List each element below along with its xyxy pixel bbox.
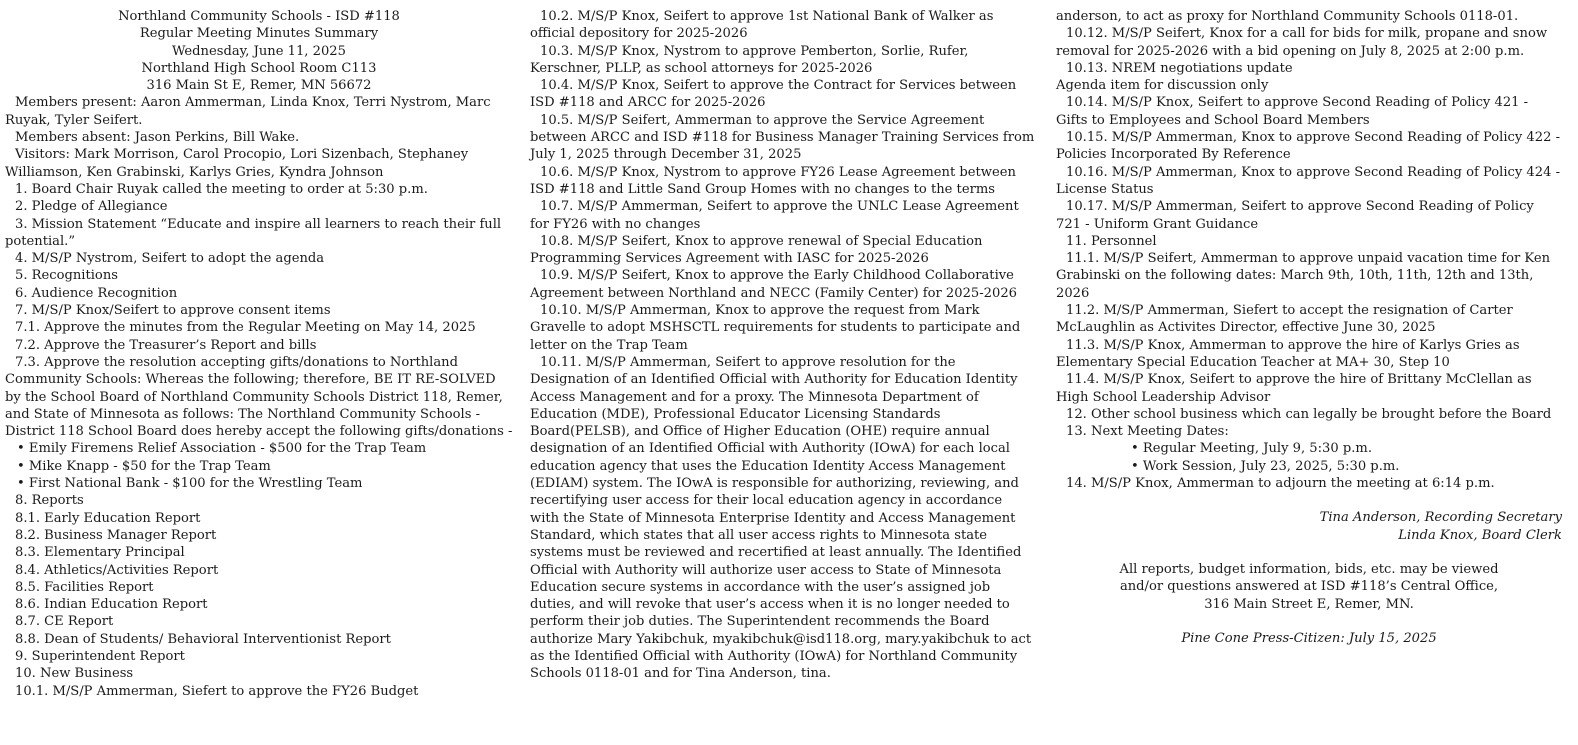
notice-line: All reports, budget information, bids, etc. may be viewed (1119, 561, 1499, 577)
column-2 (530, 8, 1035, 683)
publication-line: Pine Cone Press-Citizen: July 15, 2025 (1181, 630, 1437, 646)
agenda-item: 13. Next Meeting Dates: (1066, 424, 1229, 440)
agenda-item: 11. Personnel (1066, 233, 1157, 249)
members-absent: Members absent: Jason Perkins, Bill Wake. (15, 130, 300, 146)
agenda-item: 10. New Business (15, 666, 134, 682)
donation-bullet: • Mike Knapp - $50 for the Trap Team (17, 458, 271, 474)
signature-clerk: Linda Knox, Board Clerk (1398, 527, 1562, 543)
agenda-item: 10.15. M/S/P Ammerman, Knox to approve Second Reading of Policy 422 - Policies Incorporated By Reference (1056, 130, 1561, 163)
agenda-item: 7.3. Approve the resolution accepting gifts/donations to Northland Community Schools: Whereas the following; therefore, BE IT RE-SOLVED by the School Board of Northland Community Schools District 118, Remer, and State of Minnesota as follows: The Northland Community Schools - District 118 School Board does hereby accept the following gifts/donations - (5, 354, 513, 440)
agenda-item: 10.1. M/S/P Ammerman, Siefert to approve the FY26 Budget (15, 683, 419, 699)
agenda-item: 11.4. M/S/P Knox, Seifert to approve the hire of Brittany McClellan as High School Leadership Advisor (1056, 372, 1532, 405)
donation-bullet: • First National Bank - $100 for the Wrestling Team (17, 476, 363, 492)
agenda-item: 10.10. M/S/P Ammerman, Knox to approve the request from Mark Gravelle to adopt MSHSCTL requirements for students to participate and letter on the Trap Team (530, 303, 1021, 353)
agenda-item: 8.3. Elementary Principal (15, 545, 185, 561)
agenda-item: 9. Superintendent Report (15, 648, 185, 664)
heading-location: Northland High School Room C113 (141, 60, 377, 76)
continued-text: anderson, to act as proxy for Northland Community Schools 0118-01. (1056, 9, 1519, 24)
agenda-item: 8.5. Facilities Report (15, 579, 154, 595)
agenda-item: 8.8. Dean of Students/ Behavioral Interventionist Report (15, 631, 391, 647)
agenda-item: 8.4. Athletics/Activities Report (15, 562, 219, 578)
agenda-item: 10.6. M/S/P Knox, Nystrom to approve FY26 Lease Agreement between ISD #118 and Little Sand Group Homes with no changes to the terms (530, 164, 1016, 197)
agenda-item: 4. M/S/P Nystrom, Seifert to adopt the agenda (15, 251, 325, 267)
heading-address: 316 Main St E, Remer, MN 56672 (146, 78, 372, 94)
agenda-item: 10.5. M/S/P Seifert, Ammerman to approve the Service Agreement between ARCC and ISD #118 for Business Manager Training Services from July 1, 2025 through December 31, 2025 (530, 112, 1035, 163)
agenda-item: 7.2. Approve the Treasurer’s Report and bills (15, 337, 317, 353)
agenda-item: 10.16. M/S/P Ammerman, Knox to approve Second Reading of Policy 424 - License Status (1056, 164, 1561, 197)
agenda-item: 14. M/S/P Knox, Ammerman to adjourn the meeting at 6:14 p.m. (1066, 476, 1495, 492)
signature-secretary: Tina Anderson, Recording Secretary (1319, 510, 1562, 526)
agenda-item: 10.2. M/S/P Knox, Seifert to approve 1st National Bank of Walker as official depository for 2025-2026 (530, 9, 994, 42)
heading-district: Northland Community Schools - ISD #118 (118, 9, 400, 24)
agenda-item: 10.3. M/S/P Knox, Nystrom to approve Pemberton, Sorlie, Rufer, Kerschner, PLLP, as school attorneys for 2025-2026 (530, 43, 969, 76)
meeting-date-bullet: • Work Session, July 23, 2025, 5:30 p.m. (1131, 458, 1400, 474)
agenda-item: 10.7. M/S/P Ammerman, Seifert to approve the UNLC Lease Agreement for FY26 with no changes (530, 199, 1019, 232)
agenda-item: 10.11. M/S/P Ammerman, Seifert to approve resolution for the Designation of an Identified Official with Authority for Education Identity Access Management and for a proxy. The Minnesota Department of Education (MDE), Professional Educator Licensing Standards Board(PELSB), and Office of Higher Education (OHE) require annual designation of an Identified Official with Authority (IOwA) for each local education agency that uses the Education Identity Access Management (EDIAM) system. The IOwA is responsible for authorizing, reviewing, and recertifying user access for their local education agency in accordance with the State of Minnesota Enterprise Identity and Access Management Standard, which states that all user access rights to Minnesota state systems must be reviewed and recertified at least annually. The Identified Official with Authority will authorize user access to State of Minnesota Education secure systems in accordance with the user’s assigned job duties, and will revoke that user’s access when it is no longer needed to perform their job duties. The Superintendent recommends the Board authorize Mary Yakibchuk, myakibchuk@isd118.org, mary.yakibchuk to act as the Identified Official with Authority (IOwA) for Northland Community Schools 0118-01 and for Tina Anderson, tina. (530, 354, 1032, 682)
agenda-item: 1. Board Chair Ruyak called the meeting to order at 5:30 p.m. (15, 181, 428, 197)
agenda-note: Agenda item for discussion only (1056, 78, 1269, 94)
agenda-item: 8.1. Early Education Report (15, 510, 201, 526)
agenda-item: 10.9. M/S/P Seifert, Knox to approve the Early Childhood Collaborative Agreement between Northland and NECC (Family Center) for 2025-2026 (530, 268, 1017, 301)
agenda-item: 7.1. Approve the minutes from the Regular Meeting on May 14, 2025 (15, 320, 476, 336)
agenda-item: 8.2. Business Manager Report (15, 527, 217, 543)
agenda-item: 10.13. NREM negotiations update (1066, 60, 1293, 76)
agenda-item: 12. Other school business which can legally be brought before the Board (1066, 406, 1552, 422)
notice-line: 316 Main Street E, Remer, MN. (1204, 596, 1414, 612)
column-1 (5, 8, 513, 700)
meeting-date-bullet: • Regular Meeting, July 9, 5:30 p.m. (1131, 441, 1372, 457)
document-heading (5, 8, 513, 94)
agenda-item: 2. Pledge of Allegiance (15, 199, 168, 215)
agenda-item: 8.6. Indian Education Report (15, 597, 208, 613)
agenda-item: 3. Mission Statement “Educate and inspire all learners to reach their full potential.” (5, 216, 502, 249)
column-3 (1056, 8, 1562, 647)
heading-date: Wednesday, June 11, 2025 (172, 43, 346, 59)
notice-line: and/or questions answered at ISD #118’s Central Office, (1119, 579, 1499, 595)
heading-title: Regular Meeting Minutes Summary (139, 26, 379, 42)
agenda-item: 5. Recognitions (15, 268, 118, 284)
agenda-item: 10.12. M/S/P Seifert, Knox for a call for bids for milk, propane and snow removal for 2025-2026 with a bid opening on July 8, 2025 at 2:00 p.m. (1056, 26, 1548, 59)
agenda-item: 6. Audience Recognition (15, 285, 178, 301)
donation-bullet: • Emily Firemens Relief Association - $500 for the Trap Team (17, 441, 427, 457)
agenda-item: 11.3. M/S/P Knox, Ammerman to approve the hire of Karlys Gries as Elementary Special Education Teacher at MA+ 30, Step 10 (1056, 337, 1520, 370)
agenda-item: 10.17. M/S/P Ammerman, Seifert to approve Second Reading of Policy 721 - Uniform Grant Guidance (1056, 199, 1534, 232)
agenda-item: 10.14. M/S/P Knox, Seifert to approve Second Reading of Policy 421 - Gifts to Employees and School Board Members (1056, 95, 1529, 128)
members-present: Members present: Aaron Ammerman, Linda Knox, Terri Nystrom, Marc Ruyak, Tyler Seifert. (5, 95, 491, 128)
visitors: Visitors: Mark Morrison, Carol Procopio, Lori Sizenbach, Stephaney Williamson, Ken Grabinski, Karlys Gries, Kyndra Johnson (5, 147, 469, 180)
agenda-item: 10.4. M/S/P Knox, Seifert to approve the Contract for Services between ISD #118 and ARCC for 2025-2026 (530, 78, 1017, 111)
agenda-item: 10.8. M/S/P Seifert, Knox to approve renewal of Special Education Programming Services Agreement with IASC for 2025-2026 (530, 233, 983, 267)
agenda-item: 8.7. CE Report (15, 614, 114, 630)
agenda-item: 11.1. M/S/P Seifert, Ammerman to approve unpaid vacation time for Ken Grabinski on the following dates: March 9th, 10th, 11th, 12th and 13th, 2026 (1056, 251, 1551, 301)
agenda-item: 11.2. M/S/P Ammerman, Siefert to accept the resignation of Carter McLaughlin as Activites Director, effective June 30, 2025 (1056, 303, 1513, 336)
agenda-item: 7. M/S/P Knox/Seifert to approve consent items (15, 303, 331, 319)
agenda-item: 8. Reports (15, 493, 84, 509)
